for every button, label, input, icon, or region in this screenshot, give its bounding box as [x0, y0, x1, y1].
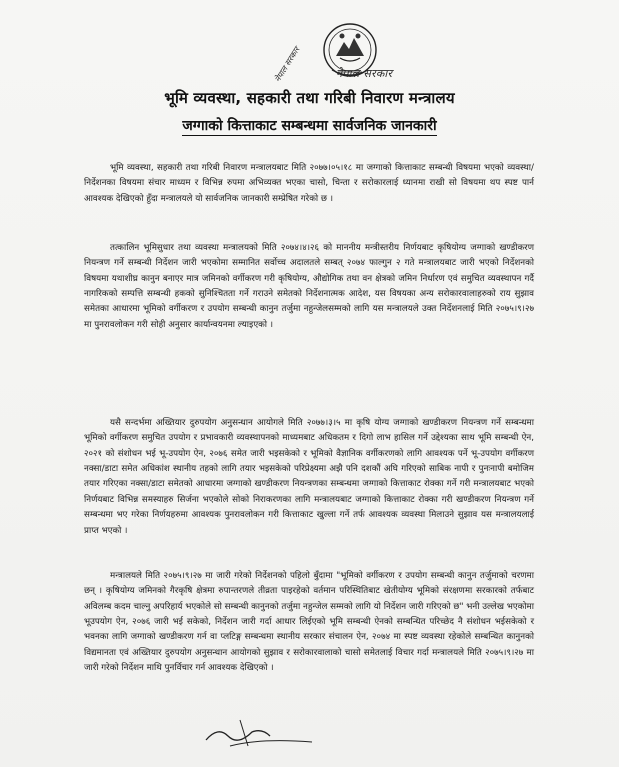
government-name: नेपाल सरकार	[336, 67, 393, 80]
paragraph-3: यसै सन्दर्भमा अख्तियार दुरुपयोग अनुसन्धान आयोगले मिति २०७७।३।५ मा कृषि योग्य जग्गाको खण्डीकरण नियन्त्रण गर्ने सम्बन्धमा भूमिको वर्गीकरण समुचित उपयोग र प्रभावकारी व्यवस्थापनको माध्यमबाट अधिकतम र दिगो लाभ हासिल गर्ने उद्देश्यका साथ भूमि सम्बन्धी ऐन, २०२१ को संशोधन भई भू-उपयोग ऐन, २०७६ समेत जारी भइसकेको र भूमिको वैज्ञानिक वर्गीकरणको लागि आवश्यक पर्ने भू-उपयोग वर्गीकरण नक्सा/डाटा समेत अधिकांश स्थानीय तहको लागि तयार भइसकेको परिप्रेक्ष्यमा अझै पनि दशकौं अघि गरिएको साबिक नापी र पुनःनापी बमोजिम तयार गरिएका नक्सा/डाटा समेतको आधारमा जग्गाको खण्डीकरण नियन्त्रणका सम्बन्धमा जग्गाको कित्ताकाट रोक्का गर्ने गरी मन्त्रालयबाट भएको निर्णयबाट विभिन्न समस्याहरु सिर्जना भएकोले सोको निराकरणका लागि मन्त्रालयबाट जग्गाको कित्ताकाट रोक्का गरी खण्डीकरण नियन्त्रण गर्ने सम्बन्धमा भए गरेका निर्णयहरुमा आवश्यक पुनरावलोकन गरी कित्ताकाट खुल्ला गर्ने तर्फ आवश्यक व्यवस्था मिलाउने सुझाव यस मन्त्रालयलाई प्राप्त भएको ।	[84, 417, 534, 536]
ministry-title: भूमि व्यवस्था, सहकारी तथा गरिबी निवारण मन्त्रालय	[164, 89, 455, 107]
paragraph-1: भूमि व्यवस्था, सहकारी तथा गरिबी निवारण मन्त्रालयबाट मिति २०७७।०५।१८ मा जग्गाको कित्ताकाट सम्बन्धी विषयमा भएको व्यवस्था/निर्देशनका विषयमा संचार माध्यम र विभिन्न रुपमा अभिव्यक्त भएका चासो, चिन्ता र सरोकारलाई ध्यानमा राखी सो विषयमा थप स्पष्ट पार्न आवश्यक देखिएको हुँदा मन्त्रालयले यो सार्वजनिक जानकारी सम्प्रेषित गरेको छ ।	[84, 162, 534, 204]
paragraph-2: तत्कालिन भूमिसुधार तथा व्यवस्था मन्त्रालयको मिति २०७४।४।२६ को माननीय मन्त्रीस्तरीय निर्णयबाट कृषियोग्य जग्गाको खण्डीकरण नियन्त्रण गर्ने सम्बन्धी निर्देशन जारी भएकोमा सम्मानित सर्वोच्च अदालतले सम्बत् २०७४ फाल्गुन २ गते मन्त्रालयबाट जारी भएको निर्देशनको विषयमा यथाशीघ्र कानुन बनाएर मात्र जमिनको वर्गीकरण गरी कृषियोग्य, औद्योगिक तथा वन क्षेत्रको जमिन निर्धारण एवं समुचित व्यवस्थापन गर्दै नागरिकको सम्पत्ति सम्बन्धी हकको सुनिश्चितता गर्ने गराउने समेतको निर्देशनात्मक आदेश, यस विषयका अन्य सरोकारवालाहरुको राय सुझाव समेतका आधारमा भूमिको वर्गीकरण र उपयोग सम्बन्धी कानुन तर्जुमा नहुन्जेलसम्मको लागि यस मन्त्रालयले उक्त निर्देशनलाई मिति २०७५।९।२७ मा पुनरावलोकन गरी सोही अनुसार कार्यान्वयनमा ल्याइएको ।	[84, 242, 534, 330]
subject-text: जग्गाको कित्ताकाट सम्बन्धमा सार्वजनिक जानकारी	[182, 118, 437, 134]
subject-heading	[0, 116, 619, 135]
signature-icon	[200, 706, 320, 756]
seal-text: नेपाल सरकार	[273, 45, 302, 84]
paragraph-4: मन्त्रालयले मिति २०७५।९।२७ मा जारी गरेको निर्देशनको पहिलो बुँदामा "भूमिको वर्गीकरण र उपयोग सम्बन्धी कानुन तर्जुमाको चरणमा छन् । कृषियोग्य जमिनको गैरकृषि क्षेत्रमा रुपान्तरणले तीव्रता पाइरहेको वर्तमान परिस्थितिबाट खेतीयोग्य भूमिको संरक्षणमा सरकारको तर्फबाट अविलम्ब कदम चाल्नु अपरिहार्य भएकोले सो सम्बन्धी कानुनको तर्जुमा नहुन्जेल सम्मको लागि यो निर्देशन जारी गरिएको छ" भनी उल्लेख भएकोमा भूउपयोग ऐन, २०७६ जारी भई सकेको, निर्देशन जारी गर्दा आधार लिईएको भूमि सम्बन्धी ऐनको सम्बन्धित परिच्छेद नै संशोधन भईसकेको र भवनका लागि जग्गाको खण्डीकरण गर्न वा प्लटिङ्ग सम्बन्धमा स्थानीय सरकार संचालन ऐन, २०७४ मा स्पष्ट व्यवस्था रहेकोले सम्बन्धित कानुनको विद्यमानता एवं अख्तियार दुरुपयोग अनुसन्धान आयोगको सुझाव र सरोकारवालाको चासो समेतलाई विचार गर्दा मन्त्रालयले मिति २०७५।९।२७ मा जारी गरेको निर्देशन माथि पुनर्विचार गर्न आवश्यक देखिएको ।	[84, 570, 534, 674]
